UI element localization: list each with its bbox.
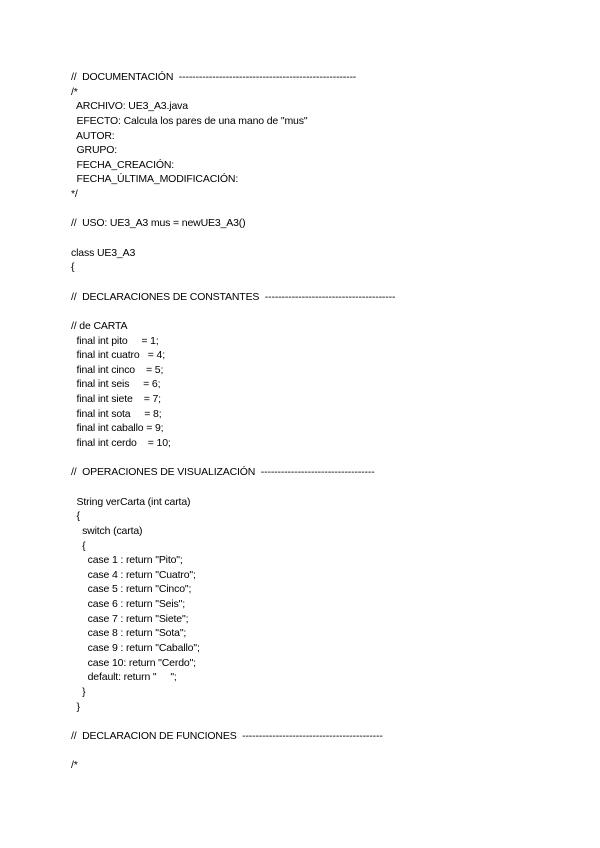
- code-line: // DOCUMENTACIÓN -----------------------------------------------------: [71, 71, 357, 83]
- code-line: case 4 : return "Cuatro";: [71, 568, 196, 581]
- code-line: case 5 : return "Cinco";: [71, 583, 192, 596]
- code-line: final int cerdo = 10;: [71, 437, 171, 450]
- code-line: {: [71, 261, 75, 274]
- code-line: {: [71, 539, 86, 552]
- blank-line: [71, 275, 571, 290]
- code-line: case 9 : return "Caballo";: [71, 641, 200, 654]
- code-line: case 1 : return "Pito";: [71, 554, 183, 567]
- blank-line: [71, 231, 571, 246]
- code-line: // DECLARACIONES DE CONSTANTES ---------------------------------------: [71, 290, 396, 303]
- code-line: final int siete = 7;: [71, 393, 161, 406]
- code-line: */: [71, 188, 78, 201]
- code-line: // de CARTA: [71, 319, 128, 332]
- blank-line: [71, 714, 571, 729]
- code-line: /*: [71, 85, 78, 98]
- code-line: final int caballo = 9;: [71, 422, 164, 435]
- code-line: FECHA_CREACIÓN:: [71, 158, 175, 171]
- code-line: FECHA_ÚLTIMA_MODIFICACIÓN:: [71, 173, 239, 186]
- code-line: // DECLARACION DE FUNCIONES ------------------------------------------: [71, 729, 383, 742]
- code-line: // OPERACIONES DE VISUALIZACIÓN ----------------------------------: [71, 466, 375, 479]
- code-line: GRUPO:: [71, 144, 118, 157]
- code-line: final int cuatro = 4;: [71, 349, 166, 362]
- code-line: // USO: UE3_A3 mus = newUE3_A3(): [71, 217, 246, 230]
- code-line: /*: [71, 759, 78, 772]
- blank-line: [71, 480, 571, 495]
- code-line: }: [71, 700, 80, 713]
- code-listing: [71, 70, 571, 773]
- blank-line: [71, 304, 571, 319]
- blank-line: [71, 743, 571, 758]
- code-line: final int sota = 8;: [71, 407, 162, 420]
- code-line: ARCHIVO: UE3_A3.java: [71, 100, 188, 113]
- code-line: default: return " ";: [71, 671, 177, 684]
- blank-line: [71, 202, 571, 217]
- code-line: String verCarta (int carta): [71, 495, 191, 508]
- code-line: class UE3_A3: [71, 246, 136, 259]
- code-line: case 6 : return "Seis";: [71, 598, 185, 611]
- code-line: }: [71, 685, 86, 698]
- code-line: EFECTO: Calcula los pares de una mano de "mus": [71, 114, 308, 127]
- code-line: final int seis = 6;: [71, 378, 161, 391]
- code-line: switch (carta): [71, 524, 143, 537]
- code-line: final int cinco = 5;: [71, 363, 164, 376]
- code-line: {: [71, 510, 80, 523]
- blank-line: [71, 451, 571, 466]
- code-line: case 8 : return "Sota";: [71, 627, 187, 640]
- code-line: AUTOR:: [71, 129, 115, 142]
- code-line: case 10: return "Cerdo";: [71, 656, 196, 669]
- code-line: case 7 : return "Siete";: [71, 612, 189, 625]
- code-line: final int pito = 1;: [71, 334, 159, 347]
